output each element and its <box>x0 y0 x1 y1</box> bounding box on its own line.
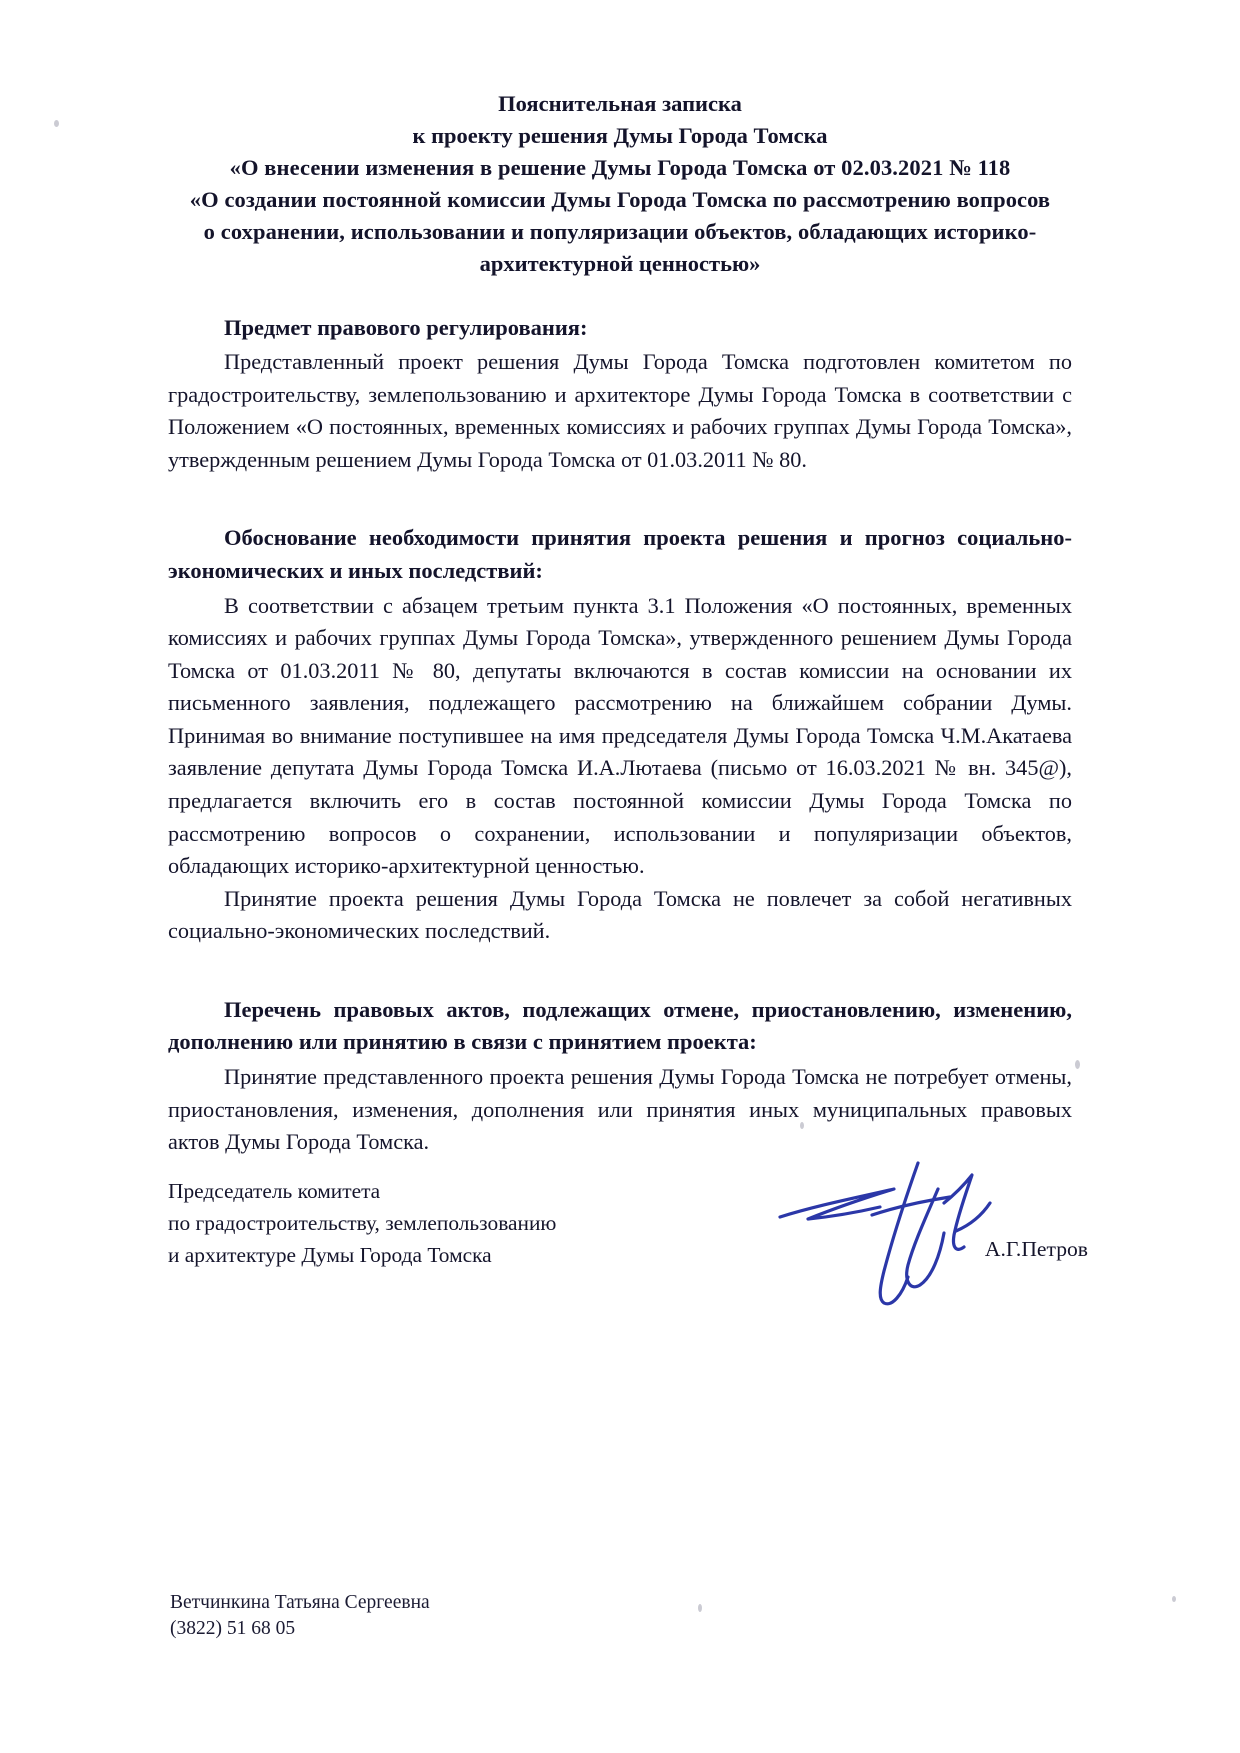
section-paragraph-subject: Представленный проект решения Думы Города Томска подготовлен комитетом по градостроительству, землепользованию и архитекторе Думы Города Томска в соответствии с Положением «О постоянных, временных комиссиях и рабочих группах Думы Города Томска», утвержденным решением Думы Города Томска от 01.03.2011 № 80. <box>168 349 1072 472</box>
document-footer-contact <box>170 1590 430 1641</box>
document-body <box>168 88 1072 1159</box>
section-heading-subject <box>168 312 1072 345</box>
title-line-1: Пояснительная записка <box>498 91 742 116</box>
section-heading-justification-text: Обоснование необходимости принятия проекта решения и прогноз социально-экономических и иных последствий: <box>168 525 1072 584</box>
footer-contact-phone: (3822) 51 68 05 <box>170 1617 296 1639</box>
title-line-4: «О создании постоянной комиссии Думы Города Томска по рассмотрению вопросов <box>189 186 1051 212</box>
signer-position-line-3: и архитектуре Думы Города Томска <box>168 1243 492 1268</box>
scan-speck <box>1172 1596 1176 1602</box>
section-paragraph-justification-1: В соответствии с абзацем третьим пункта 3.1 Положения «О постоянных, временных комиссиях и рабочих группах Думы Города Томска», утвержденного решением Думы Города Томска от 01.03.2011 № 80, депутаты включаются в состав комиссии на основании их письменного заявления, подлежащего рассмотрению на ближайшем собрании Думы. Принимая во внимание поступившее на имя председателя Думы Города Томска Ч.М.Акатаева заявление депутата Думы Города Томска И.А.Лютаева (письмо от 16.03.2021 № вн. 345@), предлагается включить его в состав постоянной комиссии Думы Города Томска по рассмотрению вопросов о сохранении, использовании и популяризации объектов, обладающих историко-архитектурной ценностью. <box>168 592 1072 879</box>
section-paragraph-acts-list: Принятие представленного проекта решения Думы Города Томска не потребует отмены, приостановления, изменения, дополнения или принятия иных муниципальных правовых актов Думы Города Томска. <box>168 1063 1072 1155</box>
title-line-2: к проекту решения Думы Города Томска <box>412 122 828 148</box>
scan-speck <box>698 1604 702 1612</box>
section-heading-justification <box>168 522 1072 587</box>
scan-speck <box>1075 1060 1080 1069</box>
signer-position-line-1: Председатель комитета <box>168 1179 381 1203</box>
title-line-3: «О внесении изменения в решение Думы Города Томска от 02.03.2021 № 118 <box>229 154 1011 180</box>
title-line-6: архитектурной ценностью» <box>479 250 761 276</box>
section-paragraph-justification-2: Принятие проекта решения Думы Города Томска не повлечет за собой негативных социально-экономических последствий. <box>168 885 1072 944</box>
section-heading-subject-text: Предмет правового регулирования: <box>224 314 588 340</box>
section-heading-acts-list-text: Перечень правовых актов, подлежащих отмене, приостановлению, изменению, дополнению или принятию в связи с принятием проекта: <box>168 996 1072 1055</box>
signer-position-line-2: по градостроительству, землепользованию <box>168 1211 557 1236</box>
document-title <box>168 88 1072 280</box>
footer-contact-name: Ветчинкина Татьяна Сергеевна <box>170 1592 430 1613</box>
section-heading-acts-list <box>168 994 1072 1059</box>
signer-position <box>168 1175 638 1271</box>
scan-speck <box>54 120 59 127</box>
signer-name: А.Г.Петров <box>984 1237 1088 1261</box>
title-line-5: о сохранении, использовании и популяризации объектов, обладающих историко- <box>203 218 1037 244</box>
signature-block <box>168 1175 1088 1271</box>
